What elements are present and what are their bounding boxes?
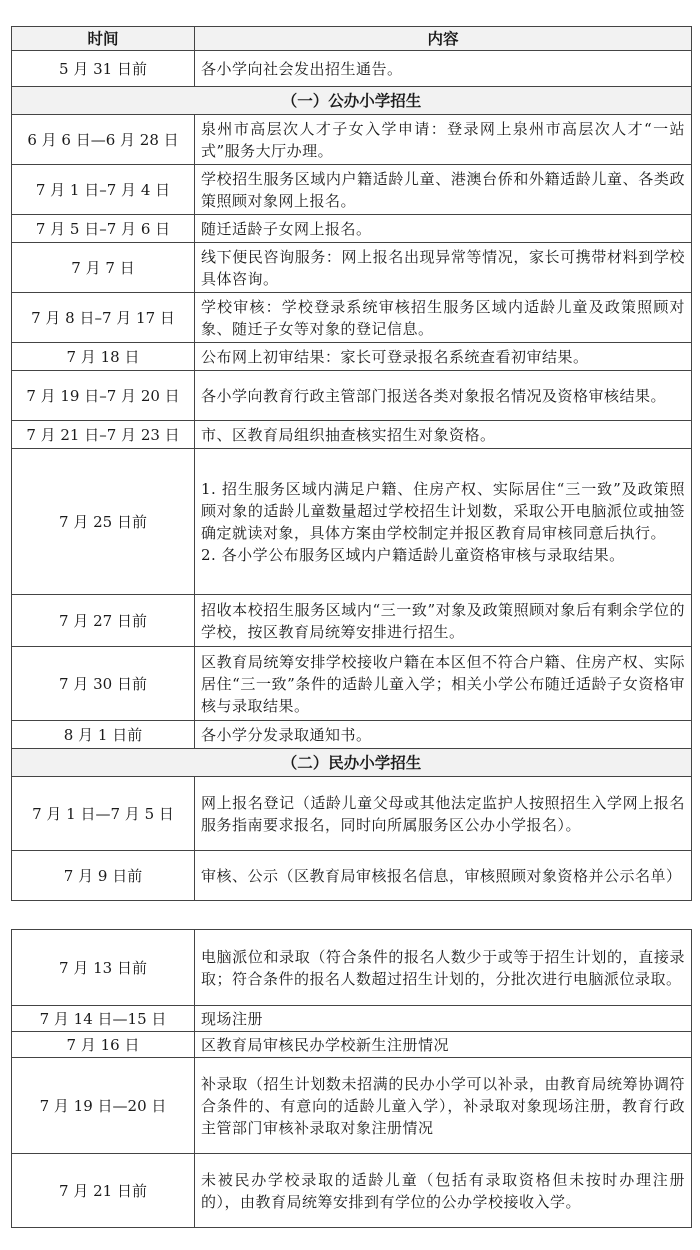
table-row <box>12 343 692 371</box>
table-row <box>12 165 692 215</box>
time-cell: 5 月 31 日前 <box>12 51 195 87</box>
section-title-private: （二）民办小学招生 <box>12 749 692 777</box>
table-row <box>12 851 692 901</box>
content-cell: 随迁适龄子女网上报名。 <box>195 215 692 243</box>
time-cell: 7 月 8 日–7 月 17 日 <box>12 293 195 343</box>
table-row <box>12 1154 692 1228</box>
content-cell: 泉州市高层次人才子女入学申请：登录网上泉州市高层次人才“一站式”服务大厅办理。 <box>195 115 692 165</box>
table-row <box>12 1032 692 1058</box>
content-cell: 公布网上初审结果：家长可登录报名系统查看初审结果。 <box>195 343 692 371</box>
time-cell: 7 月 1 日–7 月 4 日 <box>12 165 195 215</box>
time-cell: 7 月 21 日–7 月 23 日 <box>12 421 195 449</box>
content-cell: 网上报名登记（适龄儿童父母或其他法定监护人按照招生入学网上报名服务指南要求报名，同时向所属服务区公办小学报名）。 <box>195 777 692 851</box>
time-cell: 8 月 1 日前 <box>12 721 195 749</box>
table-row <box>12 243 692 293</box>
time-cell: 6 月 6 日—6 月 28 日 <box>12 115 195 165</box>
time-cell: 7 月 14 日—15 日 <box>12 1006 195 1032</box>
content-cell: 电脑派位和录取（符合条件的报名人数少于或等于招生计划的，直接录取；符合条件的报名人数超过招生计划的，分批次进行电脑派位录取。 <box>195 930 692 1006</box>
content-cell: 线下便民咨询服务：网上报名出现异常等情况，家长可携带材料到学校具体咨询。 <box>195 243 692 293</box>
table-row <box>12 595 692 647</box>
content-cell: 审核、公示（区教育局审核报名信息，审核照顾对象资格并公示名单） <box>195 851 692 901</box>
header-time: 时间 <box>12 27 195 51</box>
content-cell: 各小学向社会发出招生通告。 <box>195 51 692 87</box>
content-cell <box>195 449 692 595</box>
time-cell: 7 月 5 日–7 月 6 日 <box>12 215 195 243</box>
time-cell: 7 月 30 日前 <box>12 647 195 721</box>
section-title-public: （一）公办小学招生 <box>12 87 692 115</box>
table-row <box>12 930 692 1006</box>
table-header-row <box>12 27 692 51</box>
table-row <box>12 647 692 721</box>
content-item-1: 1. 招生服务区域内满足户籍、住房产权、实际居住“三一致”及政策照顾对象的适龄儿童数量超过学校招生计划数，采取公开电脑派位或抽签确定就读对象，具体方案由学校制定并报区教育局审核同意后执行。 <box>201 479 685 542</box>
time-cell: 7 月 27 日前 <box>12 595 195 647</box>
content-item-2: 2. 各小学公布服务区域内户籍适龄儿童资格审核与录取结果。 <box>201 545 625 564</box>
content-cell: 各小学分发录取通知书。 <box>195 721 692 749</box>
table-row <box>12 1006 692 1032</box>
time-cell: 7 月 19 日—20 日 <box>12 1058 195 1154</box>
content-cell: 补录取（招生计划数未招满的民办小学可以补录，由教育局统筹协调符合条件的、有意向的适龄儿童入学），补录取对象现场注册，教育行政主管部门审核补录取对象注册情况 <box>195 1058 692 1154</box>
content-cell: 现场注册 <box>195 1006 692 1032</box>
enrollment-schedule-table <box>11 26 692 901</box>
time-cell: 7 月 16 日 <box>12 1032 195 1058</box>
content-cell: 市、区教育局组织抽查核实招生对象资格。 <box>195 421 692 449</box>
table-row <box>12 115 692 165</box>
time-cell: 7 月 21 日前 <box>12 1154 195 1228</box>
content-cell: 学校招生服务区域内户籍适龄儿童、港澳台侨和外籍适龄儿童、各类政策照顾对象网上报名。 <box>195 165 692 215</box>
time-cell: 7 月 9 日前 <box>12 851 195 901</box>
content-cell: 未被民办学校录取的适龄儿童（包括有录取资格但未按时办理注册的），由教育局统筹安排到有学位的公办学校接收入学。 <box>195 1154 692 1228</box>
table-row <box>12 215 692 243</box>
table-row <box>12 421 692 449</box>
header-content: 内容 <box>195 27 692 51</box>
content-cell: 各小学向教育行政主管部门报送各类对象报名情况及资格审核结果。 <box>195 371 692 421</box>
section-row-private <box>12 749 692 777</box>
table-row <box>12 1058 692 1154</box>
time-cell: 7 月 25 日前 <box>12 449 195 595</box>
content-cell: 学校审核：学校登录系统审核招生服务区域内适龄儿童及政策照顾对象、随迁子女等对象的登记信息。 <box>195 293 692 343</box>
table-row <box>12 293 692 343</box>
table-row <box>12 371 692 421</box>
content-cell: 区教育局审核民办学校新生注册情况 <box>195 1032 692 1058</box>
time-cell: 7 月 1 日—7 月 5 日 <box>12 777 195 851</box>
table-row <box>12 51 692 87</box>
content-cell: 招收本校招生服务区域内“三一致”对象及政策照顾对象后有剩余学位的学校，按区教育局统筹安排进行招生。 <box>195 595 692 647</box>
table-row <box>12 721 692 749</box>
time-cell: 7 月 7 日 <box>12 243 195 293</box>
section-row-public <box>12 87 692 115</box>
content-cell: 区教育局统筹安排学校接收户籍在本区但不符合户籍、住房产权、实际居住“三一致”条件的适龄儿童入学；相关小学公布随迁适龄子女资格审核与录取结果。 <box>195 647 692 721</box>
enrollment-schedule-table-continued <box>11 929 692 1228</box>
time-cell: 7 月 18 日 <box>12 343 195 371</box>
table-row <box>12 777 692 851</box>
table-row <box>12 449 692 595</box>
time-cell: 7 月 13 日前 <box>12 930 195 1006</box>
time-cell: 7 月 19 日–7 月 20 日 <box>12 371 195 421</box>
